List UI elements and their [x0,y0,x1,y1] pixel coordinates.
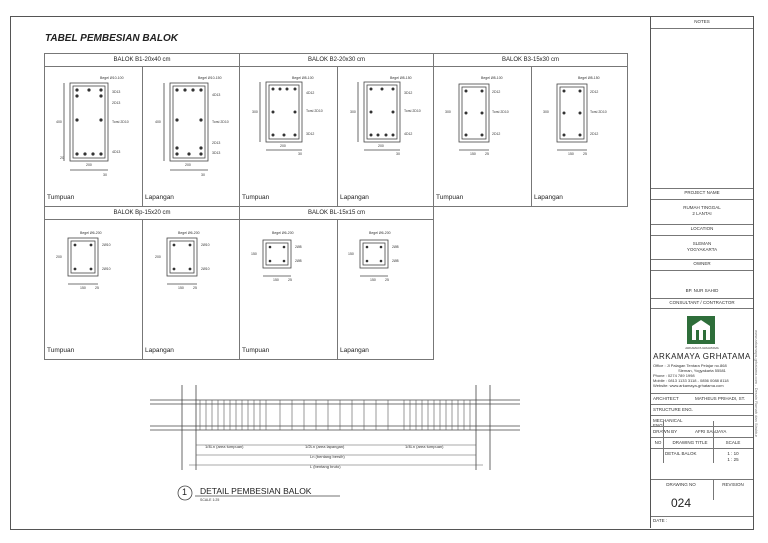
note-b1t-bottom: 4D13 [112,150,121,154]
note-b1t-torsi: Torsi 2D10 [112,120,129,124]
dim-b3l-w: 150 [568,152,574,156]
dim-bl-c: 25 [288,278,292,282]
project-value-2: 2 LANTAI [692,211,712,216]
scale-value-2: 1 : 25 [727,457,739,462]
drawing-number: 024 [670,496,692,510]
detail-scale: SCALE 1:25 [200,498,220,502]
dim-b1-h: 400 [56,120,62,124]
architect-label: ARCHITECT [653,396,679,401]
note-b2t-begel: Begel Ø8-100 [292,76,314,80]
header-bp: BALOK Bp-15x20 cm [45,207,240,220]
dim-bll-c: 25 [385,278,389,282]
label-b3-lapangan: Lapangan [534,194,563,201]
project-name-label: PROJECT NAME [684,190,720,195]
label-bl-lapangan: Lapangan [340,347,369,354]
consultant-label: CONSULTANT / CONTRACTOR [669,300,735,305]
dim-b2-c: 30 [298,152,302,156]
note-b1l-bottom: 2D13 [212,141,221,145]
label-b1-tumpuan: Tumpuan [47,194,75,201]
detail-number: 1 [182,487,188,497]
detail-title: DETAIL PEMBESIAN BALOK [200,486,312,496]
note-b3t-begel: Begel Ø8-100 [481,76,503,80]
dim-b3-h: 300 [445,110,451,114]
label-bp-tumpuan: Tumpuan [47,347,75,354]
dim-b3l-c: 25 [583,152,587,156]
note-bpl-begel: Begel Ø6-200 [178,231,200,235]
company-website: Website: www.arkamaya-grhatama.com [653,383,724,388]
dim-b1-s: 20 [60,156,64,160]
note-b2t-torsi: Torsi 2D10 [306,109,323,113]
note-blt-top: 2Ø8 [295,245,302,249]
drawing-no-label: DRAWING NO [666,482,696,487]
note-bll-begel: Begel Ø6-200 [369,231,391,235]
page-title: TABEL PEMBESIAN BALOK [45,33,178,44]
header-bl: BALOK BL-15x15 cm [240,207,433,220]
span-ln: Ln (bentang bersih) [310,454,345,459]
note-blt-begel: Begel Ø6-200 [272,231,294,235]
header-b3: BALOK B3-15x30 cm [434,54,627,67]
structure-label: STRUCTURE ENG. [653,407,694,412]
note-b3t-bottom: 2D12 [492,132,501,136]
notes-label: NOTES [694,19,710,24]
note-b1t-top2: 2D13 [112,101,121,105]
drawing-title-label: DRAWING TITLE [672,440,708,445]
drawn-value: AFRI SANJAYA [695,429,727,434]
dim-bp-c: 25 [95,286,99,290]
note-b1t-top: 3D13 [112,90,121,94]
owner-value: BP. NUR SAHID [685,288,719,293]
company-mobile: Mobile : 0813 1133 3118 - 0856 0088 8118 [653,378,729,383]
dim-b1l-w: 200 [185,163,191,167]
note-bpt-bottom: 2Ø10 [102,267,111,271]
note-b3l-top: 2D12 [590,90,599,94]
dim-b1-c: 30 [103,173,107,177]
note-bll-bottom: 2Ø8 [392,259,399,263]
revision-label: REVISION [722,482,744,487]
logo-text: ARKAMAYA GRHATAMA [685,346,719,350]
note-b3t-top: 2D12 [492,90,501,94]
location-label: LOCATION [690,226,714,231]
note-b2l-bottom: 4D12 [404,132,413,136]
note-b3l-begel: Begel Ø8-150 [578,76,600,80]
scale-label: SCALE [725,440,741,445]
dim-bp-w: 150 [80,286,86,290]
label-bl-tumpuan: Tumpuan [242,347,270,354]
note-b3l-torsi: Torsi 2D10 [590,110,607,114]
label-b2-tumpuan: Tumpuan [242,194,270,201]
dim-bpl-c: 25 [193,286,197,290]
label-bp-lapangan: Lapangan [145,347,174,354]
drawing-title-value: DETAIL BALOK [665,451,697,456]
note-bpt-top: 2Ø10 [102,243,111,247]
dim-b3-c: 25 [485,152,489,156]
label-b3-tumpuan: Tumpuan [436,194,464,201]
dim-b2-h: 300 [252,110,258,114]
drawn-label: DRAWN BY [653,429,678,434]
header-b1: BALOK B1-20x40 cm [45,54,240,67]
company-name: ARKAMAYA GRHATAMA [653,352,751,361]
note-b3t-torsi: Torsi 2D10 [492,110,509,114]
label-b2-lapangan: Lapangan [340,194,369,201]
dim-bpl-h: 200 [155,255,161,259]
company-phone: Phone : 0274 789 1998 [653,373,695,378]
dim-b2l-h: 300 [350,110,356,114]
side-watermark: www.arkamaya-grhatama.com - Desain Rumah dan Struktur [754,330,759,437]
dim-b1l-h: 400 [155,120,161,124]
dim-b1-w: 200 [86,163,92,167]
note-b1l-bottom2: 3D13 [212,151,221,155]
project-value: RUMAH TINGGAL [683,205,721,210]
span-mid: 1/2Ln (area lapangan) [305,444,345,449]
span-right: 1/4Ln (area tumpuan) [405,444,444,449]
dim-b1l-c: 30 [201,173,205,177]
dim-b2l-c: 30 [396,152,400,156]
note-bpl-top: 2Ø10 [201,243,210,247]
note-b1l-torsi: Torsi 2D10 [212,120,229,124]
note-b1l-top: 4D13 [212,93,221,97]
scale-value-1: 1 : 10 [727,451,739,456]
span-left: 1/4Ln (area tumpuan) [205,444,244,449]
dim-b3-w: 150 [470,152,476,156]
note-b2l-begel: Begel Ø8-150 [390,76,412,80]
header-b2: BALOK B2-20x30 cm [240,54,434,67]
dim-b2l-w: 200 [378,144,384,148]
company-office-2: Sleman, Yogyakarta 55581 [678,368,726,373]
architect-value: MATHEUS PRIHADI, ST. [695,396,746,401]
dim-bpl-w: 150 [178,286,184,290]
note-blt-bottom: 2Ø8 [295,259,302,263]
label-b1-lapangan: Lapangan [145,194,174,201]
note-b2l-top: 3D12 [404,91,413,95]
company-office: Office : Jl Palagan Tentara Pelajar no.868 [653,363,727,368]
no-label: NO [654,440,662,445]
dim-bl-w: 150 [273,278,279,282]
location-value: SLEMAN [692,241,712,246]
note-bpt-begel: Begel Ø6-200 [80,231,102,235]
mechanical-label: MECHANICAL ENG. [653,418,683,428]
title-block [650,16,753,528]
dim-bll-w: 150 [370,278,376,282]
note-b3l-bottom: 2D12 [590,132,599,136]
note-b1l-begel: Begel Ø10-150 [198,76,222,80]
owner-label: OWNER [693,261,711,266]
note-b2t-top: 4D12 [306,91,315,95]
note-bpl-bottom: 2Ø10 [201,267,210,271]
dim-bl-h: 150 [251,252,257,256]
dim-b3l-h: 300 [543,110,549,114]
date-label: DATE : [653,518,668,523]
dim-bp-h: 200 [56,255,62,259]
note-b2l-torsi: Torsi 2D10 [404,109,421,113]
location-value-2: YOGYAKARTA [686,247,718,252]
span-l: L (bentang bruto) [310,464,341,469]
note-b1t-begel: Begel Ø10-100 [100,76,124,80]
note-b2t-bottom: 3D12 [306,132,315,136]
dim-bll-h: 150 [348,252,354,256]
note-bll-top: 2Ø8 [392,245,399,249]
dim-b2-w: 200 [280,144,286,148]
